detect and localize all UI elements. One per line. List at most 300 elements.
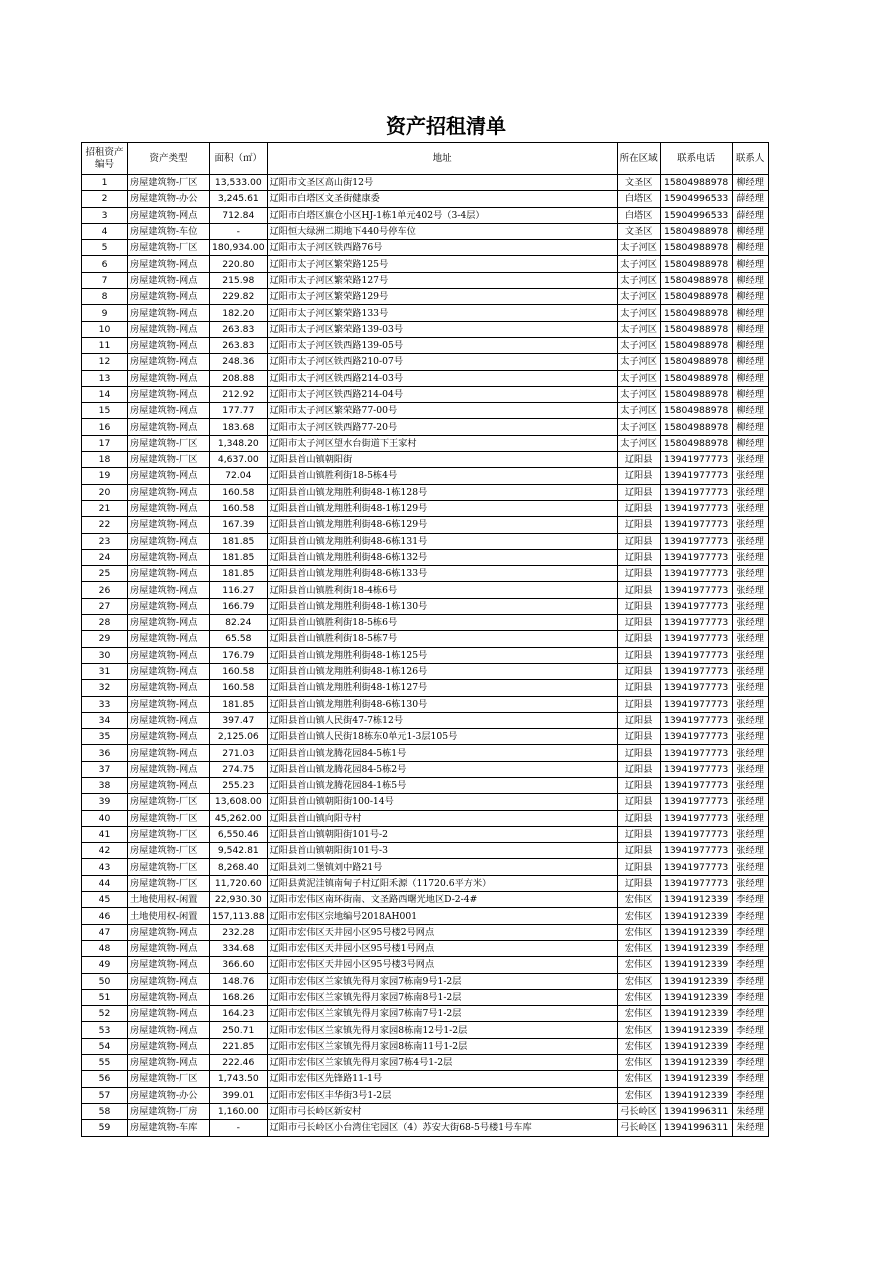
cell-contact: 柳经理 [732, 240, 768, 256]
cell-id: 44 [82, 875, 128, 891]
cell-phone: 13941977773 [660, 631, 732, 647]
table-row [82, 826, 769, 842]
table-row [82, 1055, 769, 1071]
cell-id: 13 [82, 370, 128, 386]
cell-district: 白塔区 [617, 207, 660, 223]
cell-type: 房屋建筑物-网点 [128, 777, 210, 793]
cell-phone: 13941977773 [660, 810, 732, 826]
cell-contact: 张经理 [732, 517, 768, 533]
table-row [82, 337, 769, 353]
cell-area: 4,637.00 [210, 452, 268, 468]
cell-district: 辽阳县 [617, 452, 660, 468]
cell-area: 255.23 [210, 777, 268, 793]
cell-contact: 张经理 [732, 468, 768, 484]
cell-id: 28 [82, 615, 128, 631]
cell-id: 11 [82, 337, 128, 353]
cell-id: 43 [82, 859, 128, 875]
cell-contact: 张经理 [732, 582, 768, 598]
cell-area: 22,930.30 [210, 892, 268, 908]
cell-contact: 李经理 [732, 892, 768, 908]
cell-contact: 柳经理 [732, 256, 768, 272]
cell-id: 8 [82, 289, 128, 305]
cell-id: 10 [82, 321, 128, 337]
cell-type: 房屋建筑物-网点 [128, 468, 210, 484]
cell-address: 辽阳县首山镇胜利街18-4栋6号 [267, 582, 617, 598]
cell-contact: 张经理 [732, 680, 768, 696]
cell-area: 221.85 [210, 1038, 268, 1054]
cell-phone: 13941977773 [660, 761, 732, 777]
cell-phone: 15904996533 [660, 191, 732, 207]
cell-phone: 15804988978 [660, 305, 732, 321]
cell-id: 22 [82, 517, 128, 533]
cell-id: 12 [82, 354, 128, 370]
cell-phone: 13941977773 [660, 517, 732, 533]
cell-phone: 13941977773 [660, 843, 732, 859]
cell-address: 辽阳市宏伟区兰家镇先得月家园8栋南12号1-2层 [267, 1022, 617, 1038]
table-row [82, 875, 769, 891]
cell-address: 辽阳市太子河区繁荣路127号 [267, 272, 617, 288]
table-row [82, 729, 769, 745]
table-row [82, 631, 769, 647]
cell-phone: 13941977773 [660, 794, 732, 810]
table-row [82, 517, 769, 533]
cell-contact: 张经理 [732, 631, 768, 647]
cell-district: 辽阳县 [617, 794, 660, 810]
cell-id: 29 [82, 631, 128, 647]
cell-address: 辽阳市宏伟区兰家镇先得月家园7栋南8号1-2层 [267, 989, 617, 1005]
cell-contact: 薛经理 [732, 191, 768, 207]
cell-district: 宏伟区 [617, 1006, 660, 1022]
cell-id: 34 [82, 712, 128, 728]
cell-contact: 张经理 [732, 761, 768, 777]
cell-address: 辽阳县首山镇朝阳街101号-2 [267, 826, 617, 842]
table-row [82, 810, 769, 826]
cell-phone: 13941977773 [660, 777, 732, 793]
cell-district: 辽阳县 [617, 712, 660, 728]
cell-id: 7 [82, 272, 128, 288]
cell-area: 157,113.88 [210, 908, 268, 924]
cell-contact: 张经理 [732, 533, 768, 549]
cell-area: 271.03 [210, 745, 268, 761]
cell-type: 房屋建筑物-网点 [128, 582, 210, 598]
cell-address: 辽阳县首山镇龙翔胜利街48-6栋131号 [267, 533, 617, 549]
cell-id: 49 [82, 957, 128, 973]
cell-type: 房屋建筑物-网点 [128, 696, 210, 712]
cell-district: 太子河区 [617, 240, 660, 256]
cell-id: 2 [82, 191, 128, 207]
cell-district: 太子河区 [617, 419, 660, 435]
cell-type: 房屋建筑物-车位 [128, 223, 210, 239]
cell-contact: 李经理 [732, 957, 768, 973]
cell-area: 232.28 [210, 924, 268, 940]
cell-phone: 15804988978 [660, 403, 732, 419]
cell-area: 1,348.20 [210, 435, 268, 451]
cell-district: 文圣区 [617, 223, 660, 239]
cell-contact: 张经理 [732, 696, 768, 712]
table-row [82, 175, 769, 191]
cell-district: 宏伟区 [617, 1071, 660, 1087]
cell-type: 房屋建筑物-网点 [128, 940, 210, 956]
table-row [82, 549, 769, 565]
cell-address: 辽阳市文圣区高山街12号 [267, 175, 617, 191]
cell-address: 辽阳市弓长岭区新安村 [267, 1103, 617, 1119]
cell-phone: 15804988978 [660, 354, 732, 370]
cell-id: 58 [82, 1103, 128, 1119]
cell-address: 辽阳市宏伟区天井园小区95号楼1号网点 [267, 940, 617, 956]
cell-type: 房屋建筑物-网点 [128, 321, 210, 337]
cell-district: 太子河区 [617, 272, 660, 288]
cell-phone: 15804988978 [660, 321, 732, 337]
cell-area: 263.83 [210, 337, 268, 353]
cell-contact: 李经理 [732, 1087, 768, 1103]
cell-address: 辽阳市太子河区铁西路139-05号 [267, 337, 617, 353]
table-row [82, 777, 769, 793]
cell-district: 宏伟区 [617, 973, 660, 989]
table-row [82, 1071, 769, 1087]
cell-district: 辽阳县 [617, 533, 660, 549]
cell-district: 宏伟区 [617, 908, 660, 924]
cell-phone: 13941977773 [660, 680, 732, 696]
cell-contact: 张经理 [732, 566, 768, 582]
cell-phone: 13941912339 [660, 957, 732, 973]
cell-address: 辽阳市宏伟区兰家镇先得月家园7栋4号1-2层 [267, 1055, 617, 1071]
cell-id: 35 [82, 729, 128, 745]
cell-district: 辽阳县 [617, 745, 660, 761]
cell-phone: 13941912339 [660, 1006, 732, 1022]
cell-phone: 13941912339 [660, 989, 732, 1005]
cell-phone: 13941996311 [660, 1120, 732, 1136]
cell-phone: 13941912339 [660, 1055, 732, 1071]
cell-contact: 柳经理 [732, 419, 768, 435]
cell-area: 45,262.00 [210, 810, 268, 826]
cell-area: 222.46 [210, 1055, 268, 1071]
cell-type: 房屋建筑物-网点 [128, 598, 210, 614]
cell-district: 太子河区 [617, 305, 660, 321]
table-row [82, 566, 769, 582]
cell-contact: 张经理 [732, 729, 768, 745]
cell-district: 太子河区 [617, 435, 660, 451]
cell-area: 229.82 [210, 289, 268, 305]
cell-phone: 13941912339 [660, 940, 732, 956]
cell-phone: 13941977773 [660, 549, 732, 565]
cell-address: 辽阳市宏伟区兰家镇先得月家园7栋南9号1-2层 [267, 973, 617, 989]
cell-district: 太子河区 [617, 403, 660, 419]
cell-area: 1,743.50 [210, 1071, 268, 1087]
cell-id: 36 [82, 745, 128, 761]
cell-type: 房屋建筑物-厂区 [128, 452, 210, 468]
cell-id: 27 [82, 598, 128, 614]
cell-address: 辽阳县首山镇朝阳街101号-3 [267, 843, 617, 859]
cell-address: 辽阳县首山镇龙腾花园84-1栋5号 [267, 777, 617, 793]
cell-phone: 15804988978 [660, 256, 732, 272]
cell-type: 房屋建筑物-网点 [128, 566, 210, 582]
cell-phone: 13941912339 [660, 1038, 732, 1054]
cell-id: 23 [82, 533, 128, 549]
cell-address: 辽阳市太子河区繁荣路129号 [267, 289, 617, 305]
cell-type: 房屋建筑物-厂区 [128, 1071, 210, 1087]
cell-district: 宏伟区 [617, 957, 660, 973]
cell-contact: 李经理 [732, 1055, 768, 1071]
cell-contact: 张经理 [732, 777, 768, 793]
cell-id: 47 [82, 924, 128, 940]
cell-district: 弓长岭区 [617, 1120, 660, 1136]
cell-contact: 张经理 [732, 712, 768, 728]
cell-id: 52 [82, 1006, 128, 1022]
cell-id: 26 [82, 582, 128, 598]
cell-area: 13,533.00 [210, 175, 268, 191]
cell-area: 160.58 [210, 500, 268, 516]
cell-contact: 张经理 [732, 647, 768, 663]
cell-contact: 张经理 [732, 875, 768, 891]
cell-type: 房屋建筑物-网点 [128, 533, 210, 549]
cell-type: 房屋建筑物-厂区 [128, 859, 210, 875]
cell-type: 土地使用权-闲置 [128, 892, 210, 908]
cell-area: 177.77 [210, 403, 268, 419]
cell-id: 59 [82, 1120, 128, 1136]
table-row [82, 207, 769, 223]
table-row [82, 745, 769, 761]
cell-id: 25 [82, 566, 128, 582]
cell-address: 辽阳县首山镇龙腾花园84-5栋1号 [267, 745, 617, 761]
cell-contact: 张经理 [732, 663, 768, 679]
table-row [82, 989, 769, 1005]
cell-address: 辽阳县首山镇人民街18栋东0单元1-3层105号 [267, 729, 617, 745]
header-area: 面积（㎡） [210, 143, 268, 175]
cell-district: 太子河区 [617, 321, 660, 337]
cell-phone: 13941977773 [660, 500, 732, 516]
cell-id: 45 [82, 892, 128, 908]
cell-district: 宏伟区 [617, 1038, 660, 1054]
cell-type: 房屋建筑物-网点 [128, 924, 210, 940]
table-row [82, 354, 769, 370]
cell-id: 31 [82, 663, 128, 679]
cell-contact: 李经理 [732, 1022, 768, 1038]
cell-address: 辽阳恒大绿洲二期地下440号停车位 [267, 223, 617, 239]
cell-type: 房屋建筑物-网点 [128, 745, 210, 761]
cell-address: 辽阳县黄泥洼镇南甸子村辽阳禾源（11720.6平方米） [267, 875, 617, 891]
cell-id: 48 [82, 940, 128, 956]
cell-contact: 柳经理 [732, 354, 768, 370]
table-row [82, 435, 769, 451]
cell-id: 38 [82, 777, 128, 793]
cell-area: - [210, 1120, 268, 1136]
cell-area: 164.23 [210, 1006, 268, 1022]
table-row [82, 386, 769, 402]
header-address: 地址 [267, 143, 617, 175]
cell-phone: 13941977773 [660, 468, 732, 484]
cell-address: 辽阳市太子河区望水台街道下王家村 [267, 435, 617, 451]
cell-contact: 张经理 [732, 859, 768, 875]
cell-area: 334.68 [210, 940, 268, 956]
cell-type: 房屋建筑物-车库 [128, 1120, 210, 1136]
cell-type: 房屋建筑物-厂区 [128, 794, 210, 810]
cell-address: 辽阳市宏伟区天井园小区95号楼2号网点 [267, 924, 617, 940]
cell-area: 220.80 [210, 256, 268, 272]
cell-district: 辽阳县 [617, 875, 660, 891]
cell-id: 37 [82, 761, 128, 777]
cell-district: 辽阳县 [617, 517, 660, 533]
cell-area: - [210, 223, 268, 239]
cell-phone: 13941977773 [660, 582, 732, 598]
cell-type: 房屋建筑物-厂区 [128, 810, 210, 826]
table-row [82, 452, 769, 468]
cell-area: 248.36 [210, 354, 268, 370]
table-row [82, 908, 769, 924]
cell-contact: 李经理 [732, 1006, 768, 1022]
cell-id: 9 [82, 305, 128, 321]
cell-phone: 15804988978 [660, 370, 732, 386]
cell-area: 160.58 [210, 680, 268, 696]
cell-phone: 15804988978 [660, 289, 732, 305]
cell-district: 宏伟区 [617, 1087, 660, 1103]
table-row [82, 680, 769, 696]
cell-type: 房屋建筑物-网点 [128, 354, 210, 370]
cell-area: 168.26 [210, 989, 268, 1005]
cell-phone: 13941912339 [660, 908, 732, 924]
cell-type: 房屋建筑物-网点 [128, 663, 210, 679]
cell-type: 房屋建筑物-网点 [128, 1038, 210, 1054]
cell-phone: 13941977773 [660, 598, 732, 614]
table-row [82, 1120, 769, 1136]
cell-contact: 薛经理 [732, 207, 768, 223]
cell-id: 40 [82, 810, 128, 826]
cell-address: 辽阳县首山镇向阳寺村 [267, 810, 617, 826]
cell-district: 辽阳县 [617, 566, 660, 582]
cell-contact: 李经理 [732, 940, 768, 956]
cell-address: 辽阳县首山镇人民街47-7栋12号 [267, 712, 617, 728]
cell-address: 辽阳县首山镇龙翔胜利街48-6栋129号 [267, 517, 617, 533]
cell-contact: 柳经理 [732, 305, 768, 321]
cell-phone: 15804988978 [660, 175, 732, 191]
cell-phone: 13941977773 [660, 615, 732, 631]
cell-id: 32 [82, 680, 128, 696]
cell-area: 250.71 [210, 1022, 268, 1038]
table-row [82, 1022, 769, 1038]
header-contact: 联系人 [732, 143, 768, 175]
cell-contact: 柳经理 [732, 321, 768, 337]
cell-district: 辽阳县 [617, 729, 660, 745]
cell-contact: 李经理 [732, 989, 768, 1005]
cell-id: 30 [82, 647, 128, 663]
cell-address: 辽阳县首山镇龙翔胜利街48-6栋133号 [267, 566, 617, 582]
table-row [82, 794, 769, 810]
cell-contact: 柳经理 [732, 289, 768, 305]
table-row [82, 272, 769, 288]
cell-district: 太子河区 [617, 289, 660, 305]
cell-area: 180,934.00 [210, 240, 268, 256]
table-row [82, 370, 769, 386]
cell-district: 辽阳县 [617, 843, 660, 859]
table-row [82, 191, 769, 207]
cell-district: 白塔区 [617, 191, 660, 207]
cell-phone: 13941977773 [660, 875, 732, 891]
cell-district: 太子河区 [617, 370, 660, 386]
cell-address: 辽阳市太子河区繁荣路133号 [267, 305, 617, 321]
cell-type: 房屋建筑物-网点 [128, 615, 210, 631]
cell-type: 房屋建筑物-厂区 [128, 435, 210, 451]
cell-district: 辽阳县 [617, 647, 660, 663]
cell-contact: 柳经理 [732, 175, 768, 191]
cell-phone: 13941996311 [660, 1103, 732, 1119]
cell-contact: 朱经理 [732, 1120, 768, 1136]
cell-contact: 张经理 [732, 484, 768, 500]
cell-id: 56 [82, 1071, 128, 1087]
cell-contact: 朱经理 [732, 1103, 768, 1119]
cell-phone: 13941977773 [660, 663, 732, 679]
cell-district: 宏伟区 [617, 1022, 660, 1038]
cell-contact: 张经理 [732, 745, 768, 761]
cell-address: 辽阳县首山镇龙翔胜利街48-1栋125号 [267, 647, 617, 663]
cell-type: 房屋建筑物-网点 [128, 973, 210, 989]
cell-phone: 15804988978 [660, 386, 732, 402]
header-phone: 联系电话 [660, 143, 732, 175]
cell-area: 9,542.81 [210, 843, 268, 859]
cell-id: 55 [82, 1055, 128, 1071]
cell-contact: 张经理 [732, 810, 768, 826]
cell-type: 房屋建筑物-网点 [128, 272, 210, 288]
cell-address: 辽阳市宏伟区天井园小区95号楼3号网点 [267, 957, 617, 973]
cell-address: 辽阳县首山镇胜利街18-5栋7号 [267, 631, 617, 647]
cell-district: 文圣区 [617, 175, 660, 191]
cell-id: 1 [82, 175, 128, 191]
table-row [82, 533, 769, 549]
cell-area: 6,550.46 [210, 826, 268, 842]
cell-address: 辽阳市太子河区铁西路76号 [267, 240, 617, 256]
cell-id: 21 [82, 500, 128, 516]
cell-type: 房屋建筑物-办公 [128, 191, 210, 207]
cell-type: 房屋建筑物-网点 [128, 403, 210, 419]
cell-phone: 13941977773 [660, 729, 732, 745]
cell-district: 辽阳县 [617, 777, 660, 793]
cell-area: 2,125.06 [210, 729, 268, 745]
cell-contact: 李经理 [732, 973, 768, 989]
cell-type: 房屋建筑物-网点 [128, 1055, 210, 1071]
cell-address: 辽阳市宏伟区南环街南、文圣路西曙光地区D-2-4# [267, 892, 617, 908]
cell-type: 房屋建筑物-网点 [128, 500, 210, 516]
cell-district: 太子河区 [617, 354, 660, 370]
cell-id: 19 [82, 468, 128, 484]
cell-address: 辽阳市太子河区铁西路77-20号 [267, 419, 617, 435]
cell-phone: 15804988978 [660, 223, 732, 239]
cell-type: 房屋建筑物-网点 [128, 631, 210, 647]
cell-id: 39 [82, 794, 128, 810]
table-row [82, 1006, 769, 1022]
cell-district: 辽阳县 [617, 598, 660, 614]
cell-contact: 李经理 [732, 1071, 768, 1087]
cell-phone: 13941977773 [660, 745, 732, 761]
cell-area: 212.92 [210, 386, 268, 402]
cell-address: 辽阳市太子河区繁荣路125号 [267, 256, 617, 272]
cell-type: 房屋建筑物-网点 [128, 957, 210, 973]
cell-type: 房屋建筑物-网点 [128, 305, 210, 321]
asset-table [81, 142, 769, 1137]
cell-phone: 15804988978 [660, 435, 732, 451]
cell-type: 房屋建筑物-厂区 [128, 240, 210, 256]
cell-type: 房屋建筑物-网点 [128, 419, 210, 435]
cell-id: 33 [82, 696, 128, 712]
table-row [82, 1087, 769, 1103]
cell-type: 房屋建筑物-网点 [128, 761, 210, 777]
cell-district: 辽阳县 [617, 761, 660, 777]
cell-area: 72.04 [210, 468, 268, 484]
cell-type: 房屋建筑物-网点 [128, 1022, 210, 1038]
table-row [82, 321, 769, 337]
cell-district: 宏伟区 [617, 1055, 660, 1071]
cell-address: 辽阳县刘二堡镇刘中路21号 [267, 859, 617, 875]
cell-area: 176.79 [210, 647, 268, 663]
cell-area: 366.60 [210, 957, 268, 973]
header-type: 资产类型 [128, 143, 210, 175]
